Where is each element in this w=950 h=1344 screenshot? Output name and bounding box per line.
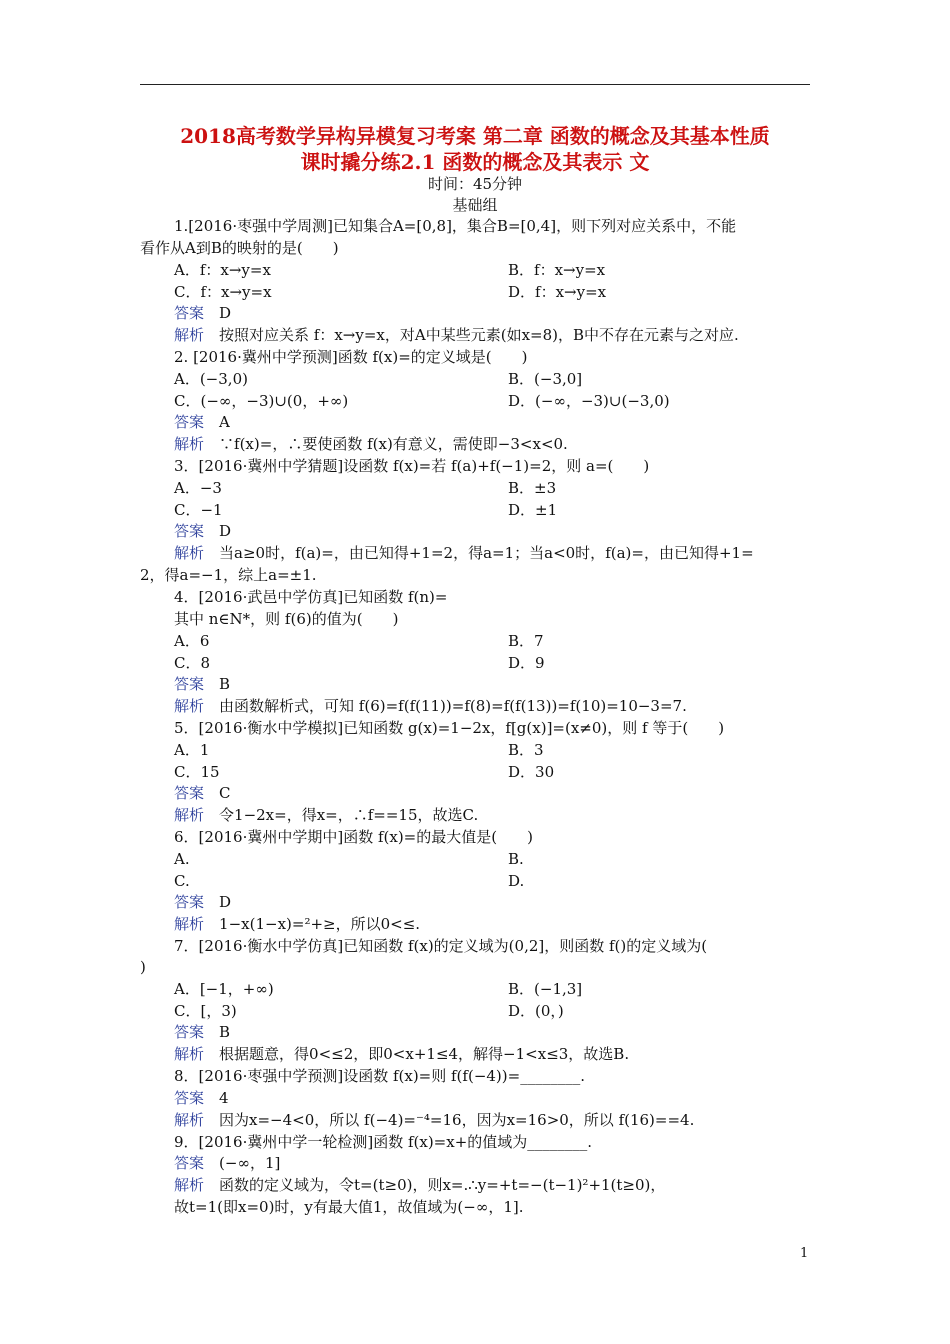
q9-answer-value: (−∞，1] bbox=[219, 1154, 281, 1172]
q6-option-a: A. bbox=[174, 850, 190, 868]
q2-answer bbox=[174, 412, 230, 432]
q4-stem-cont: 其中 n∈N*，则 f(6)的值为( ) bbox=[174, 610, 399, 628]
q7-option-b: B．(−1,3] bbox=[508, 980, 583, 998]
q6-option-b: B. bbox=[508, 850, 524, 868]
q9-answer bbox=[174, 1153, 280, 1173]
analysis-label: 解析 bbox=[174, 697, 205, 715]
page-number: 1 bbox=[800, 1246, 809, 1261]
q9-analysis-cont: 故t=1(即x=0)时，y有最大值1，故值域为(−∞，1]. bbox=[174, 1198, 524, 1216]
q1-option-a: A．f：x→y=x bbox=[174, 261, 271, 279]
q3-option-c: C．−1 bbox=[174, 501, 223, 519]
analysis-label: 解析 bbox=[174, 806, 205, 824]
q7-option-a: A．[−1，+∞) bbox=[174, 980, 274, 998]
q9-analysis-text: 函数的定义域为，令t=(t≥0)，则x=.∴y=+t=−(t−1)²+1(t≥0)， bbox=[219, 1176, 666, 1194]
q2-analysis bbox=[174, 434, 568, 454]
q2-option-a: A．(−3,0) bbox=[174, 370, 248, 388]
q7-answer-value: B bbox=[219, 1023, 231, 1041]
header-rule bbox=[140, 84, 810, 85]
answer-label: 答案 bbox=[174, 675, 205, 693]
q5-option-a: A．1 bbox=[174, 741, 210, 759]
time-limit: 时间：45分钟 bbox=[427, 175, 523, 193]
q5-answer bbox=[174, 783, 231, 803]
q5-analysis-text: 令1−2x=，得x=，∴f==15，故选C. bbox=[219, 806, 479, 824]
q3-analysis-text: 当a≥0时，f(a)=，由已知得+1=2，得a=1；当a<0时，f(a)=，由已知得+1= bbox=[219, 544, 754, 562]
q4-option-d: D．9 bbox=[508, 654, 545, 672]
q2-answer-value: A bbox=[219, 413, 230, 431]
q3-answer-value: D bbox=[219, 522, 232, 540]
q1-answer-value: D bbox=[219, 304, 232, 322]
answer-label: 答案 bbox=[174, 522, 205, 540]
q1-analysis bbox=[174, 325, 739, 345]
answer-label: 答案 bbox=[174, 1089, 205, 1107]
doc-subtitle: 课时撬分练2.1 函数的概念及其表示 文 bbox=[300, 150, 650, 174]
q5-answer-value: C bbox=[219, 784, 231, 802]
q6-option-d: D. bbox=[508, 872, 525, 890]
q8-stem: 8．[2016·枣强中学预测]设函数 f(x)=则 f(f(−4))=________. bbox=[174, 1067, 585, 1085]
q7-option-d: D．(0，) bbox=[508, 1002, 564, 1020]
analysis-label: 解析 bbox=[174, 544, 205, 562]
q5-analysis bbox=[174, 805, 478, 825]
q7-stem: 7．[2016·衡水中学仿真]已知函数 f(x)的定义域为(0,2]，则函数 f()的定义域为( bbox=[174, 937, 708, 955]
q4-answer bbox=[174, 674, 230, 694]
answer-label: 答案 bbox=[174, 1154, 205, 1172]
q3-analysis bbox=[174, 543, 754, 563]
analysis-label: 解析 bbox=[174, 326, 205, 344]
q6-option-c: C. bbox=[174, 872, 190, 890]
q9-stem: 9．[2016·冀州中学一轮检测]函数 f(x)=x+的值域为________. bbox=[174, 1133, 593, 1151]
q3-option-d: D．±1 bbox=[508, 501, 558, 519]
analysis-label: 解析 bbox=[174, 915, 205, 933]
q6-analysis bbox=[174, 914, 420, 934]
q5-option-c: C．15 bbox=[174, 763, 220, 781]
answer-label: 答案 bbox=[174, 413, 205, 431]
q5-option-d: D．30 bbox=[508, 763, 555, 781]
q1-analysis-text: 按照对应关系 f：x→y=x，对A中某些元素(如x=8)，B中不存在元素与之对应. bbox=[219, 326, 739, 344]
analysis-label: 解析 bbox=[174, 1176, 205, 1194]
q5-stem: 5．[2016·衡水中学模拟]已知函数 g(x)=1−2x，f[g(x)]=(x≠0)，则 f 等于( ) bbox=[174, 719, 725, 737]
q6-answer-value: D bbox=[219, 893, 232, 911]
q6-answer bbox=[174, 892, 231, 912]
q6-stem: 6．[2016·冀州中学期中]函数 f(x)=的最大值是( ) bbox=[174, 828, 533, 846]
q2-analysis-text: ∵f(x)=，∴要使函数 f(x)有意义，需使即−3<x<0. bbox=[219, 435, 568, 453]
q1-option-c: C．f：x→y=x bbox=[174, 283, 272, 301]
answer-label: 答案 bbox=[174, 784, 205, 802]
q7-analysis bbox=[174, 1044, 629, 1064]
q4-option-c: C．8 bbox=[174, 654, 211, 672]
q7-option-c: C．[，3) bbox=[174, 1002, 237, 1020]
answer-label: 答案 bbox=[174, 304, 205, 322]
q6-analysis-text: 1−x(1−x)=²+≥，所以0<≤. bbox=[219, 915, 421, 933]
q2-option-c: C．(−∞，−3)∪(0，+∞) bbox=[174, 392, 349, 410]
q7-stem-cont: ) bbox=[140, 958, 146, 976]
analysis-label: 解析 bbox=[174, 1111, 205, 1129]
analysis-label: 解析 bbox=[174, 1045, 205, 1063]
section-heading: 基础组 bbox=[452, 196, 498, 214]
answer-label: 答案 bbox=[174, 1023, 205, 1041]
q9-analysis bbox=[174, 1175, 665, 1195]
doc-title: 2018高考数学异构异模复习考案 第二章 函数的概念及其基本性质 bbox=[180, 124, 770, 148]
q8-answer bbox=[174, 1088, 229, 1108]
q8-answer-value: 4 bbox=[219, 1089, 229, 1107]
q4-option-a: A．6 bbox=[174, 632, 210, 650]
q4-analysis-text: 由函数解析式，可知 f(6)=f(f(11))=f(8)=f(f(13))=f(10)=10−3=7. bbox=[219, 697, 687, 715]
q4-stem: 4．[2016·武邑中学仿真]已知函数 f(n)= bbox=[174, 588, 448, 606]
q7-analysis-text: 根据题意，得0<≤2，即0<x+1≤4，解得−1<x≤3，故选B. bbox=[219, 1045, 630, 1063]
q8-analysis-text: 因为x=−4<0，所以 f(−4)=⁻⁴=16，因为x=16>0，所以 f(16)==4. bbox=[219, 1111, 695, 1129]
q7-answer bbox=[174, 1022, 230, 1042]
q8-analysis bbox=[174, 1110, 694, 1130]
q1-stem-cont: 看作从A到B的映射的是( ) bbox=[140, 239, 339, 257]
q4-answer-value: B bbox=[219, 675, 231, 693]
q2-option-d: D．(−∞，−3)∪(−3,0) bbox=[508, 392, 670, 410]
q1-stem: 1.[2016·枣强中学周测]已知集合A=[0,8]，集合B=[0,4]，则下列对应关系中，不能 bbox=[174, 217, 737, 235]
q1-answer bbox=[174, 303, 231, 323]
q1-option-d: D．f：x→y=x bbox=[508, 283, 607, 301]
analysis-label: 解析 bbox=[174, 435, 205, 453]
q4-analysis bbox=[174, 696, 687, 716]
answer-label: 答案 bbox=[174, 893, 205, 911]
q3-analysis-cont: 2，得a=−1，综上a=±1. bbox=[140, 566, 317, 584]
q2-stem: 2. [2016·冀州中学预测]函数 f(x)=的定义域是( ) bbox=[174, 348, 528, 366]
q3-answer bbox=[174, 521, 231, 541]
q2-option-b: B．(−3,0] bbox=[508, 370, 583, 388]
q5-option-b: B．3 bbox=[508, 741, 544, 759]
q4-option-b: B．7 bbox=[508, 632, 544, 650]
q3-option-a: A．−3 bbox=[174, 479, 222, 497]
q1-option-b: B．f：x→y=x bbox=[508, 261, 606, 279]
q3-option-b: B．±3 bbox=[508, 479, 557, 497]
q3-stem: 3．[2016·冀州中学猜题]设函数 f(x)=若 f(a)+f(−1)=2，则 a=( ) bbox=[174, 457, 650, 475]
